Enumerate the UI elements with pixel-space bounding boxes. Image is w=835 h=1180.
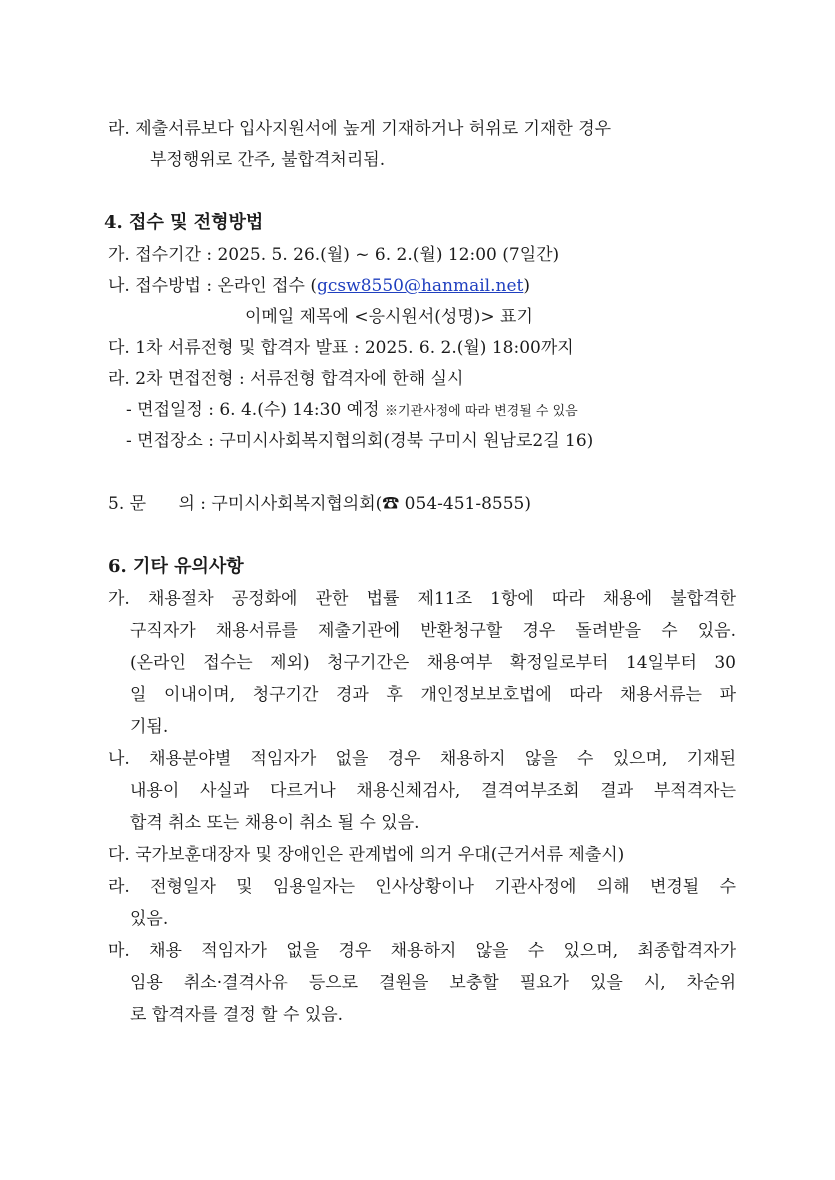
- sec6-ga-line1: 가. 채용절차 공정화에 관한 법률 제11조 1항에 따라 채용에 불합격한: [108, 589, 736, 609]
- sec4-item-da: 다. 1차 서류전형 및 합격자 발표 : 2025. 6. 2.(월) 18:00까지: [108, 338, 574, 358]
- sec3-item-ra-line1: 라. 제출서류보다 입사지원서에 높게 기재하거나 허위로 기재한 경우: [108, 119, 612, 139]
- sec6-ga-line4: 일 이내이며, 청구기간 경과 후 개인정보보호법에 따라 채용서류는 파: [130, 685, 736, 705]
- interview-place: - 면접장소 : 구미시사회복지협의회(경북 구미시 원남로2길 16): [126, 431, 594, 451]
- interview-date: [126, 398, 578, 422]
- sec6-na-line2: 내용이 사실과 다르거나 채용신체검사, 결격여부조회 결과 부적격자는: [130, 781, 736, 801]
- sec4-item-ga: 가. 접수기간 : 2025. 5. 26.(월) ~ 6. 2.(월) 12:00 (7일간): [108, 245, 560, 265]
- sec5-inquiry: [108, 492, 531, 516]
- sec6-ga-line3: (온라인 접수는 제외) 청구기간은 채용여부 확정일로부터 14일부터 30: [130, 653, 736, 673]
- sec5-contact: : 구미시사회복지협의회(☎ 054-451-8555): [194, 494, 531, 514]
- sec6-na-line3: 합격 취소 또는 채용이 취소 될 수 있음.: [130, 813, 420, 833]
- email-link[interactable]: gcsw8550@hanmail.net: [317, 276, 524, 296]
- sec6-ma-line3: 로 합격자를 결정 할 수 있음.: [130, 1005, 344, 1025]
- sec6-ma-line1: 마. 채용 적임자가 없을 경우 채용하지 않을 수 있으며, 최종합격자가: [108, 941, 736, 961]
- sec6-ga-line5: 기됨.: [130, 717, 169, 737]
- sec4-item-na: [108, 274, 530, 298]
- interview-date-text: - 면접일정 : 6. 4.(수) 14:30 예정: [126, 400, 385, 420]
- sec6-na-line1: 나. 채용분야별 적임자가 없을 경우 채용하지 않을 수 있으며, 기재된: [108, 749, 736, 769]
- sec4-title: 4. 접수 및 전형방법: [104, 212, 264, 233]
- sec6-ga-line2: 구직자가 채용서류를 제출기관에 반환청구할 경우 돌려받을 수 있음.: [130, 621, 736, 641]
- sec6-ra-line2: 있음.: [130, 909, 169, 929]
- sec4-item-ra: 라. 2차 면접전형 : 서류전형 합격자에 한해 실시: [108, 369, 464, 389]
- sec6-title: 6. 기타 유의사항: [108, 556, 244, 577]
- sec5-label: 5. 문 의: [108, 494, 195, 514]
- sec3-item-ra-line2: 부정행위로 간주, 불합격처리됨.: [150, 150, 386, 170]
- interview-note: ※기관사정에 따라 변경될 수 있음: [384, 404, 578, 419]
- sec6-da: 다. 국가보훈대장자 및 장애인은 관계법에 의거 우대(근거서류 제출시): [108, 845, 625, 865]
- sec6-ra-line1: 라. 전형일자 및 임용일자는 인사상황이나 기관사정에 의해 변경될 수: [108, 877, 736, 897]
- sec4-item-na-prefix: 나. 접수방법 : 온라인 접수 (: [108, 276, 318, 296]
- sec4-item-na-line2: 이메일 제목에 <응시원서(성명)> 표기: [245, 307, 533, 327]
- sec6-ma-line2: 임용 취소·결격사유 등으로 결원을 보충할 필요가 있을 시, 차순위: [130, 973, 736, 993]
- sec4-item-na-suffix: ): [523, 276, 531, 296]
